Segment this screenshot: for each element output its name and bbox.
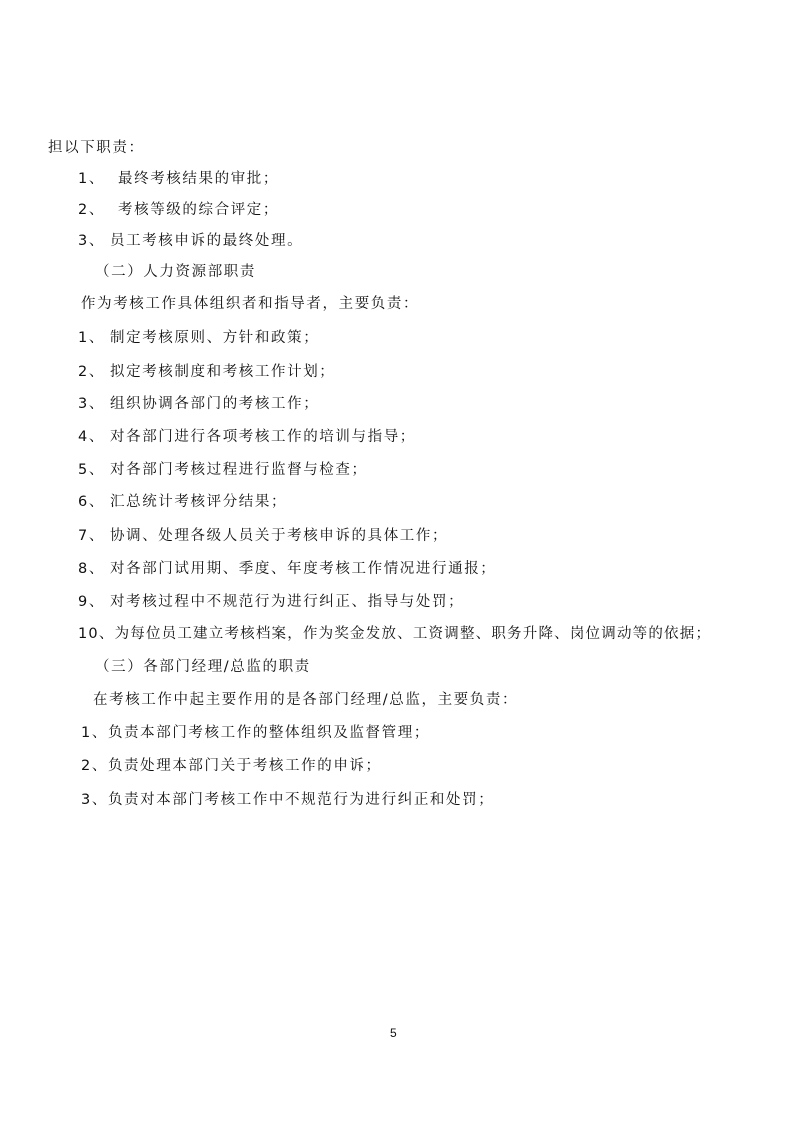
- item-text: 汇总统计考核评分结果；: [110, 494, 288, 510]
- section-heading: （二）人力资源部职责: [95, 264, 256, 280]
- list-item: [78, 200, 279, 220]
- item-text: 拟定考核制度和考核工作计划；: [110, 364, 336, 380]
- list-item: [78, 624, 711, 644]
- item-number: 2、: [81, 758, 108, 774]
- list-item: [78, 231, 303, 251]
- list-item: [78, 492, 287, 512]
- list-item: [78, 559, 496, 579]
- section-heading: （三）各部门经理/总监的职责: [95, 659, 311, 675]
- item-text: 负责对本部门考核工作中不规范行为进行纠正和处罚；: [107, 792, 495, 808]
- list-item: [78, 526, 448, 546]
- item-number: 2、: [78, 202, 105, 218]
- list-item: [81, 723, 430, 743]
- item-number: 10、: [78, 626, 115, 642]
- item-number: 7、: [78, 528, 105, 544]
- item-number: 9、: [78, 594, 105, 610]
- list-item: [78, 592, 464, 612]
- item-number: 8、: [78, 561, 105, 577]
- item-text: 对各部门试用期、季度、年度考核工作情况进行通报；: [110, 561, 497, 577]
- item-text: 负责本部门考核工作的整体组织及监督管理；: [107, 725, 430, 741]
- page-number: 5: [390, 1026, 397, 1040]
- item-number: 3、: [78, 233, 105, 249]
- list-item: [81, 790, 494, 810]
- item-number: 1、: [78, 330, 105, 346]
- item-text: 员工考核申诉的最终处理。: [110, 233, 304, 249]
- list-item: [81, 756, 382, 776]
- list-item: [78, 362, 335, 382]
- section-lead: 作为考核工作具体组织者和指导者，主要负责：: [81, 296, 420, 312]
- item-text: 协调、处理各级人员关于考核申诉的具体工作；: [110, 528, 449, 544]
- list-item: [78, 460, 368, 480]
- item-text: 组织协调各部门的考核工作；: [110, 396, 320, 412]
- item-text: 最终考核结果的审批；: [118, 171, 279, 187]
- item-number: 1、: [78, 171, 105, 187]
- item-number: 3、: [81, 792, 108, 808]
- item-text: 制定考核原则、方针和政策；: [110, 330, 320, 346]
- item-text: 对各部门考核过程进行监督与检查；: [110, 462, 368, 478]
- item-number: 3、: [78, 396, 105, 412]
- item-number: 4、: [78, 429, 105, 445]
- item-text: 对各部门进行各项考核工作的培训与指导；: [110, 429, 416, 445]
- item-number: 2、: [78, 364, 105, 380]
- item-text: 对考核过程中不规范行为进行纠正、指导与处罚；: [110, 594, 465, 610]
- list-item: [78, 394, 319, 414]
- item-text: 考核等级的综合评定；: [118, 202, 279, 218]
- list-item: [78, 427, 416, 447]
- item-number: 1、: [81, 725, 108, 741]
- intro-text: 担以下职责：: [48, 140, 145, 156]
- item-number: 6、: [78, 494, 105, 510]
- section-lead: 在考核工作中起主要作用的是各部门经理/总监，主要负责：: [93, 692, 519, 708]
- list-item: [78, 328, 319, 348]
- item-text: 负责处理本部门关于考核工作的申诉；: [107, 758, 382, 774]
- item-number: 5、: [78, 462, 105, 478]
- item-text: 为每位员工建立考核档案，作为奖金发放、工资调整、职务升降、岗位调动等的依据；: [114, 626, 712, 642]
- list-item: [78, 169, 279, 189]
